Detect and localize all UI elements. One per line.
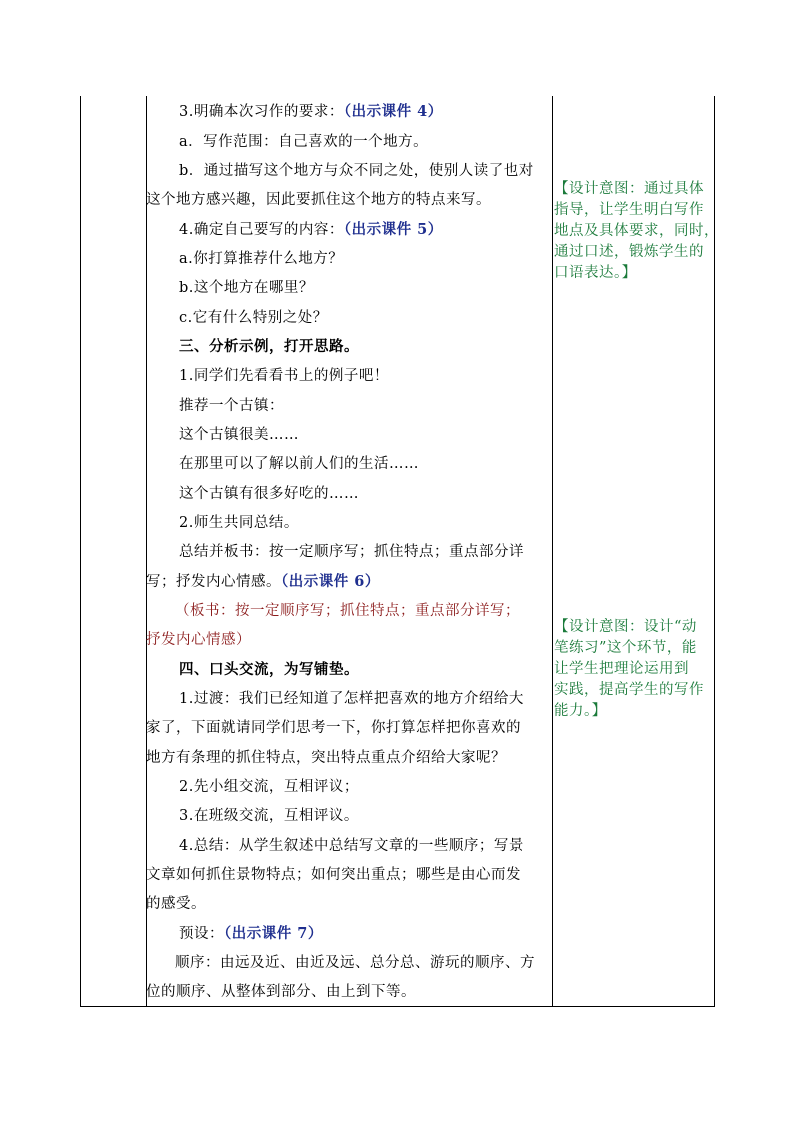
design-note-2: 笔练习”这个环节，能 [554,640,697,656]
lesson-line: 的感受。 [146,896,206,912]
lesson-line: 家了，下面就请同学们思考一下，你打算怎样把你喜欢的 [146,720,521,736]
step-4-line: 4.确定自己要写的内容：（出示课件 5） [179,221,443,238]
lesson-line: 2.先小组交流，互相评议； [179,779,359,795]
lesson-line: 2.师生共同总结。 [179,515,299,531]
lesson-line: 这个地方感兴趣，因此要抓住这个地方的特点来写。 [146,192,491,208]
lesson-line: 这个古镇很美…… [179,427,299,443]
lesson-line: 在那里可以了解以前人们的生活…… [179,456,419,472]
design-note-1: 【设计意图：通过具体 [554,181,704,197]
table-border-left [80,96,81,1007]
lesson-line: b．通过描写这个地方与众不同之处，使别人读了也对 [179,163,534,179]
table-divider-2 [552,96,553,1007]
design-note-1: 地点及具体要求，同时， [554,223,719,239]
lesson-line: 1.过渡：我们已经知道了怎样把喜欢的地方介绍给大 [179,691,524,707]
design-note-2: 让学生把理论运用到 [554,661,689,677]
design-note-1: 口语表达。】 [554,265,637,281]
design-note-1: 通过口述，锻炼学生的 [554,244,704,260]
lesson-line: 位的顺序、从整体到部分、由上到下等。 [146,984,416,1000]
step-3-line: 3.明确本次习作的要求：（出示课件 4） [179,103,443,120]
board-note-line: 抒发内心情感） [146,632,251,648]
lesson-line: 地方有条理的抓住特点，突出特点重点介绍给大家呢？ [146,750,506,766]
lesson-line: 这个古镇有很多好吃的…… [179,486,359,502]
preset-line: 预设：（出示课件 7） [179,925,323,942]
lesson-line: 3.在班级交流，互相评议。 [179,808,359,824]
lesson-line: a.你打算推荐什么地方？ [179,251,344,267]
lesson-line: 总结并板书：按一定顺序写；抓住特点；重点部分详 [179,544,524,560]
design-note-2: 能力。】 [554,703,607,719]
lesson-line: 文章如何抓住景物特点；如何突出重点；哪些是由心而发 [146,867,521,883]
design-note-2: 实践，提高学生的写作 [554,682,704,698]
lesson-line: 1.同学们先看看书上的例子吧！ [179,368,389,384]
section-heading-3: 三、分析示例，打开思路。 [179,338,359,355]
design-note-1: 指导，让学生明白写作 [554,202,704,218]
lesson-line: 推荐一个古镇： [179,398,284,414]
lesson-line: 写；抒发内心情感。（出示课件 6） [146,573,380,590]
section-heading-4: 四、口头交流，为写铺垫。 [179,661,359,678]
lesson-line: 顺序：由远及近、由近及远、总分总、游玩的顺序、方 [175,955,535,971]
design-note-2: 【设计意图：设计“动 [554,619,697,635]
lesson-line: b.这个地方在哪里？ [179,280,314,296]
lesson-line: 4.总结：从学生叙述中总结写文章的一些顺序；写景 [179,838,524,854]
lesson-line: a．写作范围：自己喜欢的一个地方。 [179,134,429,150]
lesson-content-column [146,96,552,1007]
board-note-line: （板书：按一定顺序写；抓住特点；重点部分详写； [175,603,520,619]
lesson-line: c.它有什么特别之处？ [179,310,328,326]
